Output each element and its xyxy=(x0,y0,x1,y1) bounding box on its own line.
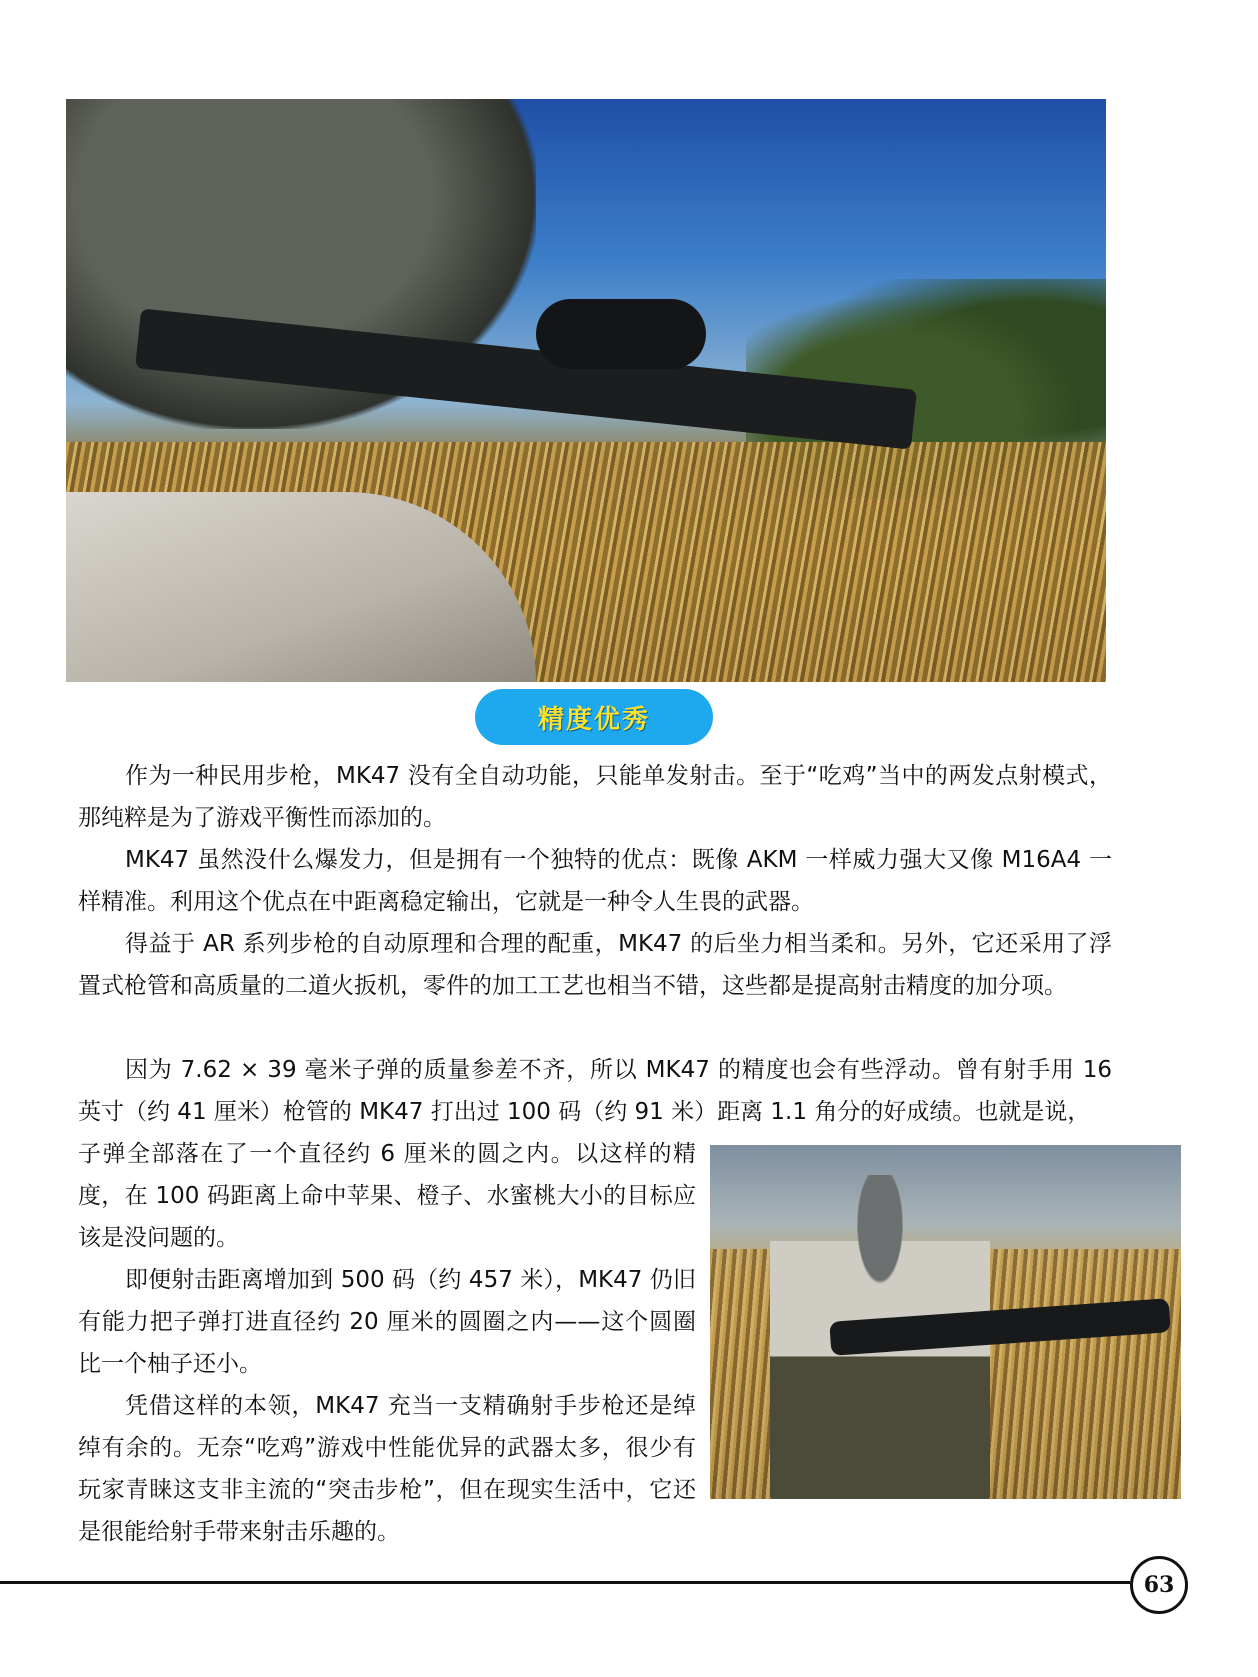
page-number-badge xyxy=(1130,1556,1188,1614)
paragraph-7: 凭借这样的本领，MK47 充当一支精确射手步枪还是绰绰有余的。无奈“吃鸡”游戏中性能优异的武器太多，很少有玩家青睐这支非主流的“突击步枪”，但在现实生活中，它还是很能给射手带来射击乐趣的。 xyxy=(78,1393,696,1545)
paragraph-3: 得益于 AR 系列步枪的自动原理和合理的配重，MK47 的后坐力相当柔和。另外，它还采用了浮置式枪管和高质量的二道火扳机，零件的加工工艺也相当不错，这些都是提高射击精度的加分项。 xyxy=(78,931,1112,999)
paragraph-1: 作为一种民用步枪，MK47 没有全自动功能，只能单发射击。至于“吃鸡”当中的两发点射模式，那纯粹是为了游戏平衡性而添加的。 xyxy=(78,763,1112,831)
section-heading: 精度优秀 xyxy=(537,704,650,735)
page-number: 63 xyxy=(1143,1572,1175,1598)
section-heading-pill xyxy=(475,689,713,745)
paragraph-4: 因为 7.62 × 39 毫米子弹的质量参差不齐，所以 MK47 的精度也会有些浮动。曾有射手用 16 英寸（约 41 厘米）枪管的 MK47 打出过 100 码（约 91 米）距离 1.1 角分的好成绩。也就是说， xyxy=(78,1057,1112,1125)
top-rifle-photo xyxy=(66,99,1106,682)
paragraph-2: MK47 虽然没什么爆发力，但是拥有一个独特的优点：既像 AKM 一样威力强大又像 M16A4 一样精准。利用这个优点在中距离稳定输出，它就是一种令人生畏的武器。 xyxy=(78,847,1112,915)
photo-scope xyxy=(536,299,706,369)
bottom-soldier-photo xyxy=(710,1145,1181,1499)
footer-divider xyxy=(0,1581,1130,1584)
paragraph-5: 子弹全部落在了一个直径约 6 厘米的圆之内。以这样的精度，在 100 码距离上命中苹果、橙子、水蜜桃大小的目标应该是没问题的。 xyxy=(78,1141,696,1251)
paragraph-6: 即便射击距离增加到 500 码（约 457 米），MK47 仍旧有能力把子弹打进直径约 20 厘米的圆圈之内——这个圆圈比一个柚子还小。 xyxy=(78,1267,696,1377)
